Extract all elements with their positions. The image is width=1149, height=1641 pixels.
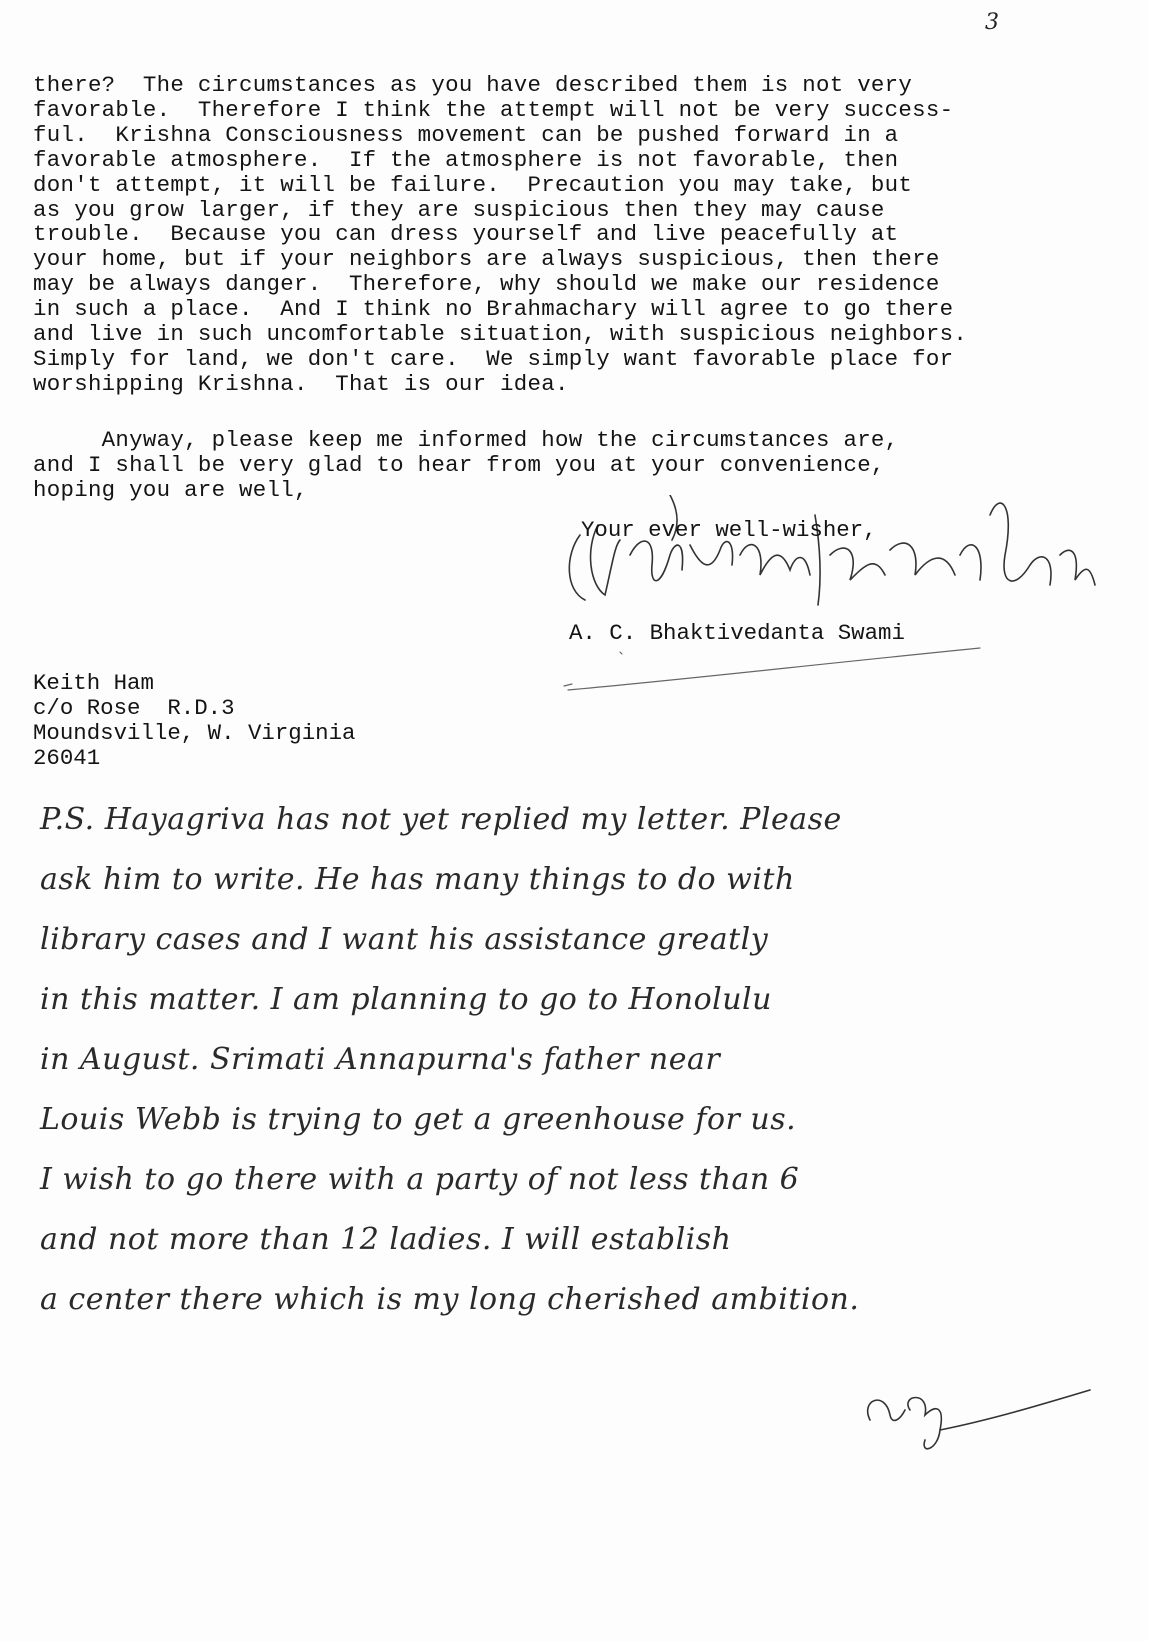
text-line: Anyway, please keep me informed how the circumstances are,	[33, 427, 899, 453]
text-line: Moundsville, W. Virginia	[33, 719, 356, 746]
text-line: ask him to write. He has many things to do with	[40, 862, 795, 897]
text-line: a center there which is my long cherished ambition.	[40, 1282, 860, 1317]
text-line: P.S. Hayagriva has not yet replied my letter. Please	[40, 802, 842, 837]
text-line: 26041	[33, 744, 101, 771]
text-line: don't attempt, it will be failure. Precaution you may take, but	[33, 171, 913, 198]
text-line: library cases and I want his assistance greatly	[40, 922, 769, 957]
signature-underline	[560, 640, 1000, 700]
text-line: there? The circumstances as you have described them is not very	[33, 72, 913, 98]
text-line: trouble. Because you can dress yourself and live peacefully at	[33, 221, 899, 248]
handwritten-signature	[560, 495, 1100, 625]
page-number: 3	[985, 10, 999, 35]
text-line: your home, but if your neighbors are always suspicious, then there	[33, 246, 940, 273]
text-line: and not more than 12 ladies. I will establish	[40, 1222, 732, 1257]
text-line: in such a place. And I think no Brahmachary will agree to go there	[33, 296, 954, 323]
text-line: favorable. Therefore I think the attempt will not be very success-	[33, 96, 954, 123]
text-line: hoping you are well,	[33, 476, 308, 503]
text-line: Louis Webb is trying to get a greenhouse for us.	[40, 1102, 797, 1137]
letter-closing: Your ever well-wisher,	[581, 517, 877, 543]
text-line: and I shall be very glad to hear from you at your convenience,	[33, 451, 885, 478]
handwritten-initials	[840, 1360, 1100, 1460]
text-line: I wish to go there with a party of not less than 6	[40, 1162, 800, 1197]
recipient-address	[33, 671, 355, 771]
handwritten-postscript	[40, 790, 859, 1330]
text-line: may be always danger. Therefore, why should we make our residence	[33, 271, 940, 298]
signatory-name: A. C. Bhaktivedanta Swami	[569, 620, 905, 646]
text-line: worshipping Krishna. That is our idea.	[33, 370, 569, 397]
letter-paragraph-2	[33, 428, 898, 503]
text-line: Simply for land, we don't care. We simply want favorable place for	[33, 345, 954, 372]
text-line: in August. Srimati Annapurna's father near	[40, 1042, 721, 1077]
letter-paragraph-1	[33, 73, 967, 397]
text-line: favorable atmosphere. If the atmosphere is not favorable, then	[33, 146, 899, 173]
text-line: as you grow larger, if they are suspicious then they may cause	[33, 196, 885, 223]
text-line: c/o Rose R.D.3	[33, 694, 235, 721]
text-line: ful. Krishna Consciousness movement can be pushed forward in a	[33, 121, 899, 148]
text-line: Keith Ham	[33, 670, 154, 696]
text-line: in this matter. I am planning to go to Honolulu	[40, 982, 772, 1017]
text-line: and live in such uncomfortable situation, with suspicious neighbors.	[33, 321, 968, 348]
